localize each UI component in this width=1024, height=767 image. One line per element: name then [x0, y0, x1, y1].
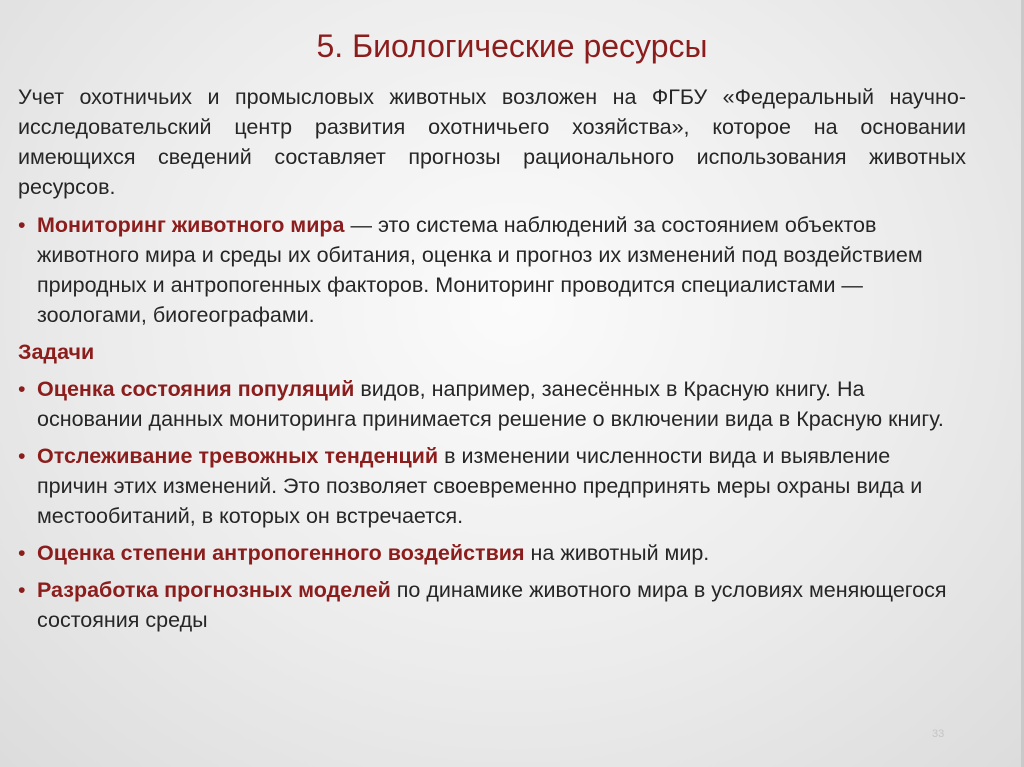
- monitoring-text: — это система наблюдений за состоянием объектов животного мира и среды их обитания, оценка и прогноз их изменений под воздействием природных и антропогенных факторов. Мониторинг проводится специалистами — зоологами, биогеографами.: [37, 213, 923, 327]
- monitoring-term: Мониторинг животного мира: [37, 213, 345, 237]
- task-term: Разработка прогнозных моделей: [37, 578, 391, 602]
- task-text: видов, например, занесённых в Красную книгу. На основании данных мониторинга принимается решение о включении вида в Красную книгу.: [37, 377, 944, 431]
- intro-paragraph: Учет охотничьих и промысловых животных возложен на ФГБУ «Федеральный научно-исследовательский центр развития охотничьего хозяйства», которое на основании имеющихся сведений составляет прогнозы рационального использования животных ресурсов.: [18, 85, 966, 199]
- task-text: в изменении численности вида и выявление причин этих изменений. Это позволяет своевременно предпринять меры охраны вида и местообитаний, в которых он встречается.: [37, 444, 923, 528]
- task-item: [18, 575, 966, 635]
- bullet-icon: •: [18, 541, 26, 565]
- bullet-icon: •: [18, 213, 26, 237]
- page-number: 33: [932, 728, 945, 740]
- task-text: по динамике животного мира в условиях меняющегося состояния среды: [37, 578, 947, 632]
- task-item: [18, 374, 966, 434]
- task-text: на животный мир.: [524, 541, 710, 565]
- bullet-icon: •: [18, 377, 26, 401]
- task-term: Оценка степени антропогенного воздействия: [37, 541, 525, 565]
- task-item: [18, 538, 966, 568]
- tasks-heading: Задачи: [18, 340, 95, 364]
- slide-title: 5. Биологические ресурсы: [316, 28, 708, 64]
- slide-content: [18, 82, 966, 642]
- task-term: Отслеживание тревожных тенденций: [37, 444, 439, 468]
- task-item: [18, 441, 966, 531]
- task-term: Оценка состояния популяций: [37, 377, 355, 401]
- monitoring-bullet: [18, 210, 966, 330]
- bullet-icon: •: [18, 578, 26, 602]
- bullet-icon: •: [18, 444, 26, 468]
